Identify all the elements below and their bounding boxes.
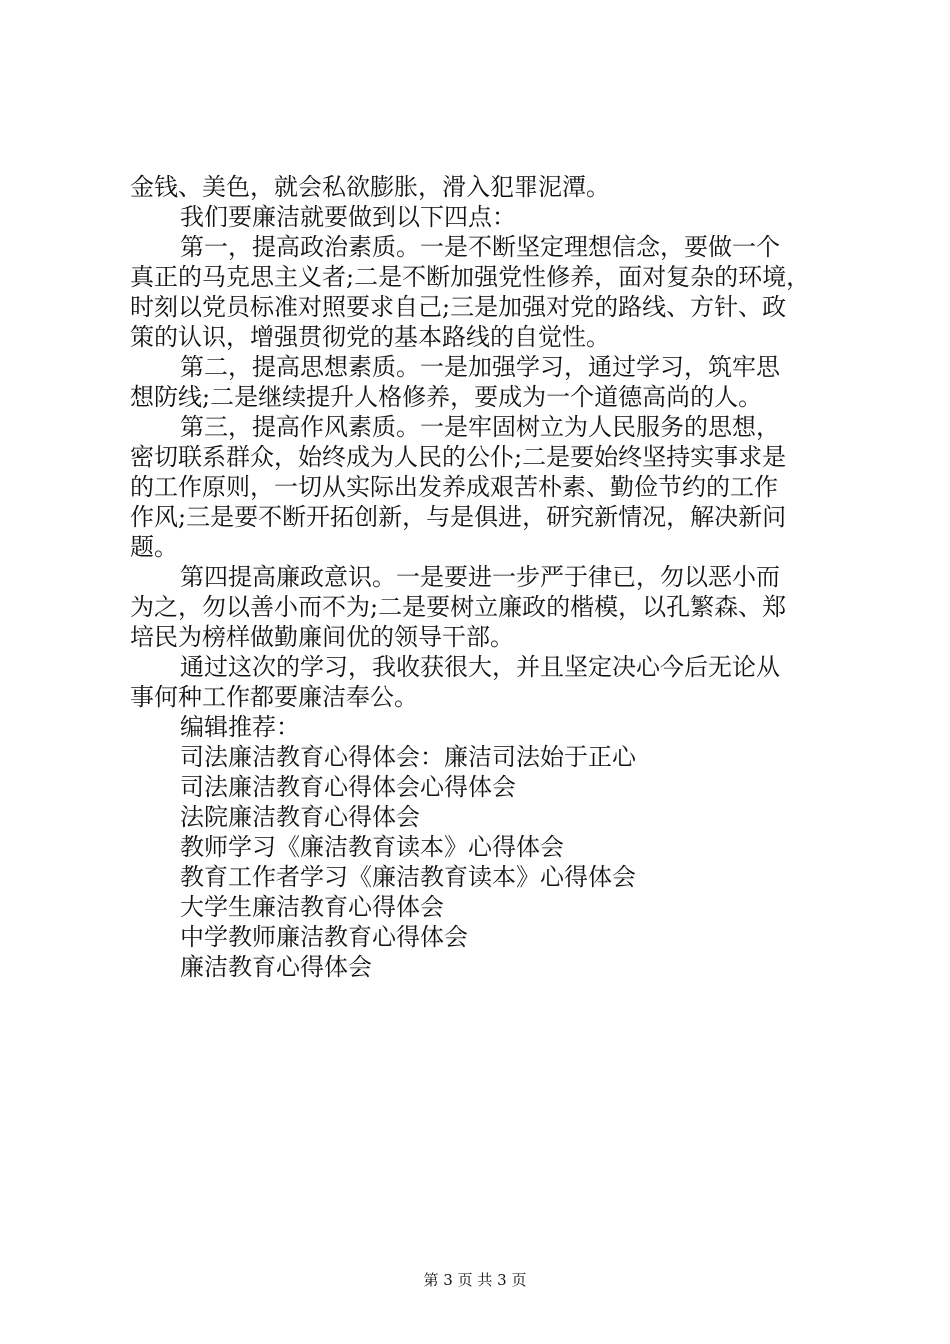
text-line: 时刻以党员标准对照要求自己;三是加强对党的路线、方针、政: [130, 293, 787, 321]
text-line: 第三，提高作风素质。一是牢固树立为人民服务的思想，: [180, 413, 780, 441]
text-line: 想防线;二是继续提升人格修养，要成为一个道德高尚的人。: [130, 383, 763, 411]
text-line: 的工作原则，一切从实际出发养成艰苦朴素、勤俭节约的工作: [130, 473, 778, 501]
text-line: 廉洁教育心得体会: [180, 953, 372, 981]
page-footer: 第 3 页 共 3 页: [423, 1271, 527, 1289]
text-line: 第四提高廉政意识。一是要进一步严于律已，勿以恶小而: [180, 563, 780, 591]
text-line: 中学教师廉洁教育心得体会: [180, 923, 468, 951]
text-line: 第一，提高政治素质。一是不断坚定理想信念，要做一个: [180, 233, 780, 261]
text-line: 真正的马克思主义者;二是不断加强党性修养，面对复杂的环境，: [130, 263, 811, 291]
text-line: 通过这次的学习，我收获很大，并且坚定决心今后无论从: [180, 653, 780, 681]
text-line: 作风;三是要不断开拓创新，与是俱进，研究新情况，解决新问: [130, 503, 787, 531]
text-line: 策的认识，增强贯彻党的基本路线的自觉性。: [130, 323, 610, 351]
text-line: 法院廉洁教育心得体会: [180, 803, 420, 831]
text-line: 密切联系群众，始终成为人民的公仆;二是要始终坚持实事求是: [130, 443, 787, 471]
text-line: 金钱、美色，就会私欲膨胀，滑入犯罪泥潭。: [130, 173, 610, 201]
text-line: 事何种工作都要廉洁奉公。: [130, 683, 418, 711]
document-body: [130, 172, 850, 982]
text-line: 司法廉洁教育心得体会：廉洁司法始于正心: [180, 743, 636, 771]
text-line: 我们要廉洁就要做到以下四点：: [180, 203, 516, 231]
text-line: 第二，提高思想素质。一是加强学习，通过学习，筑牢思: [180, 353, 780, 381]
text-line: 大学生廉洁教育心得体会: [180, 893, 444, 921]
text-line: 编辑推荐：: [180, 713, 300, 741]
text-line: 题。: [130, 533, 178, 561]
text-line: 司法廉洁教育心得体会心得体会: [180, 773, 516, 801]
text-line: 为之，勿以善小而不为;二是要树立廉政的楷模，以孔繁森、郑: [130, 593, 787, 621]
text-line: 教育工作者学习《廉洁教育读本》心得体会: [180, 863, 636, 891]
text-line: 教师学习《廉洁教育读本》心得体会: [180, 833, 564, 861]
text-line: 培民为榜样做勤廉间优的领导干部。: [130, 623, 514, 651]
